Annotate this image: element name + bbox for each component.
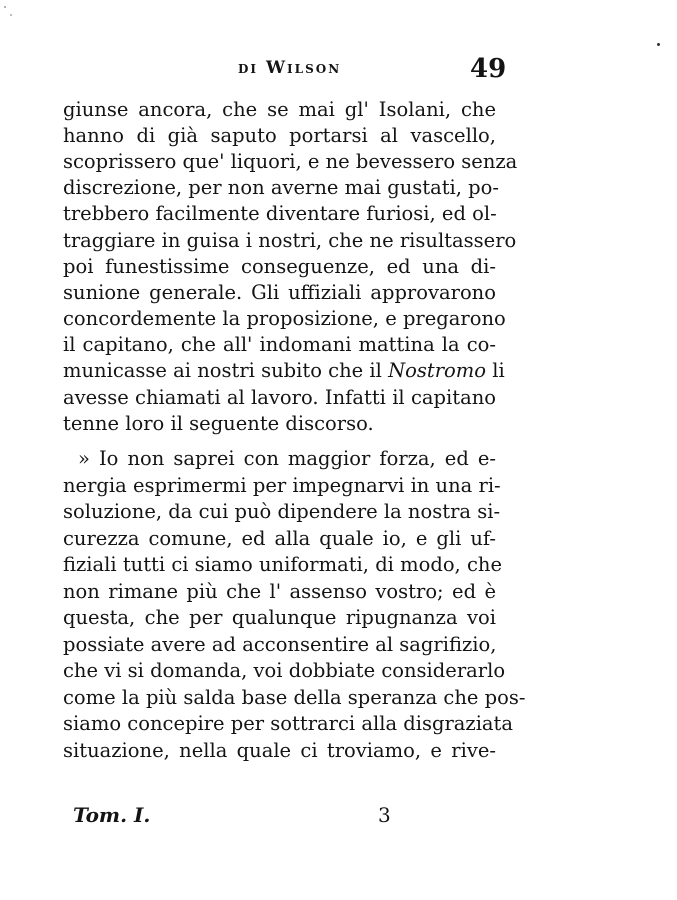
text-line: scoprissero que' liquori, e ne bevessero senza (63, 150, 518, 173)
text-line: fiziali tutti ci siamo uniformati, di modo, che (63, 553, 502, 576)
ink-speck (657, 43, 660, 46)
text-line: il capitano, che all' indomani mattina la co- (63, 333, 496, 356)
ink-speck (4, 6, 6, 8)
text-line: poi funestissime conseguenze, ed una di- (63, 255, 496, 278)
running-title: di Wilson (238, 58, 342, 78)
text-line: municasse ai nostri subito che il Nostromo li (63, 359, 505, 382)
text-line: » Io non saprei con maggior forza, ed e- (78, 447, 496, 470)
italic-word: Nostromo (388, 359, 487, 382)
text-line: come la più salda base della speranza che pos- (63, 686, 526, 709)
page-number: 49 (470, 54, 507, 84)
text-line: possiate avere ad acconsentire al sagrifizio, (63, 633, 497, 656)
text-line: concordemente la proposizione, e pregarono (63, 307, 506, 330)
text-line: questa, che per qualunque ripugnanza voi (63, 606, 496, 629)
text-line: trebbero facilmente diventare furiosi, ed ol- (63, 202, 497, 225)
text-line: discrezione, per non averne mai gustati, po- (63, 176, 499, 199)
text-line: situazione, nella quale ci troviamo, e rive- (63, 739, 496, 762)
text-line: che vi si domanda, voi dobbiate considerarlo (63, 659, 506, 682)
text-line: hanno di già saputo portarsi al vascello, (63, 124, 496, 147)
text-line: traggiare in guisa i nostri, che ne risultassero (63, 229, 517, 252)
text-line: tenne loro il seguente discorso. (63, 412, 374, 435)
text-line: soluzione, da cui può dipendere la nostra si- (63, 500, 501, 523)
text-line: curezza comune, ed alla quale io, e gli uf- (63, 527, 496, 550)
text-line: siamo concepire per sottrarci alla disgraziata (63, 712, 514, 735)
text-line: non rimane più che l' assenso vostro; ed è (63, 580, 496, 603)
ink-speck (10, 14, 12, 16)
signature-volume: Tom. I. (73, 803, 151, 827)
signature-number: 3 (378, 803, 391, 827)
text-line: sunione generale. Gli uffiziali approvarono (63, 281, 496, 304)
text-line: avesse chiamati al lavoro. Infatti il capitano (63, 386, 496, 409)
text-line: giunse ancora, che se mai gl' Isolani, che (63, 98, 496, 121)
text-line: nergia esprimermi per impegnarvi in una ri- (63, 474, 501, 497)
